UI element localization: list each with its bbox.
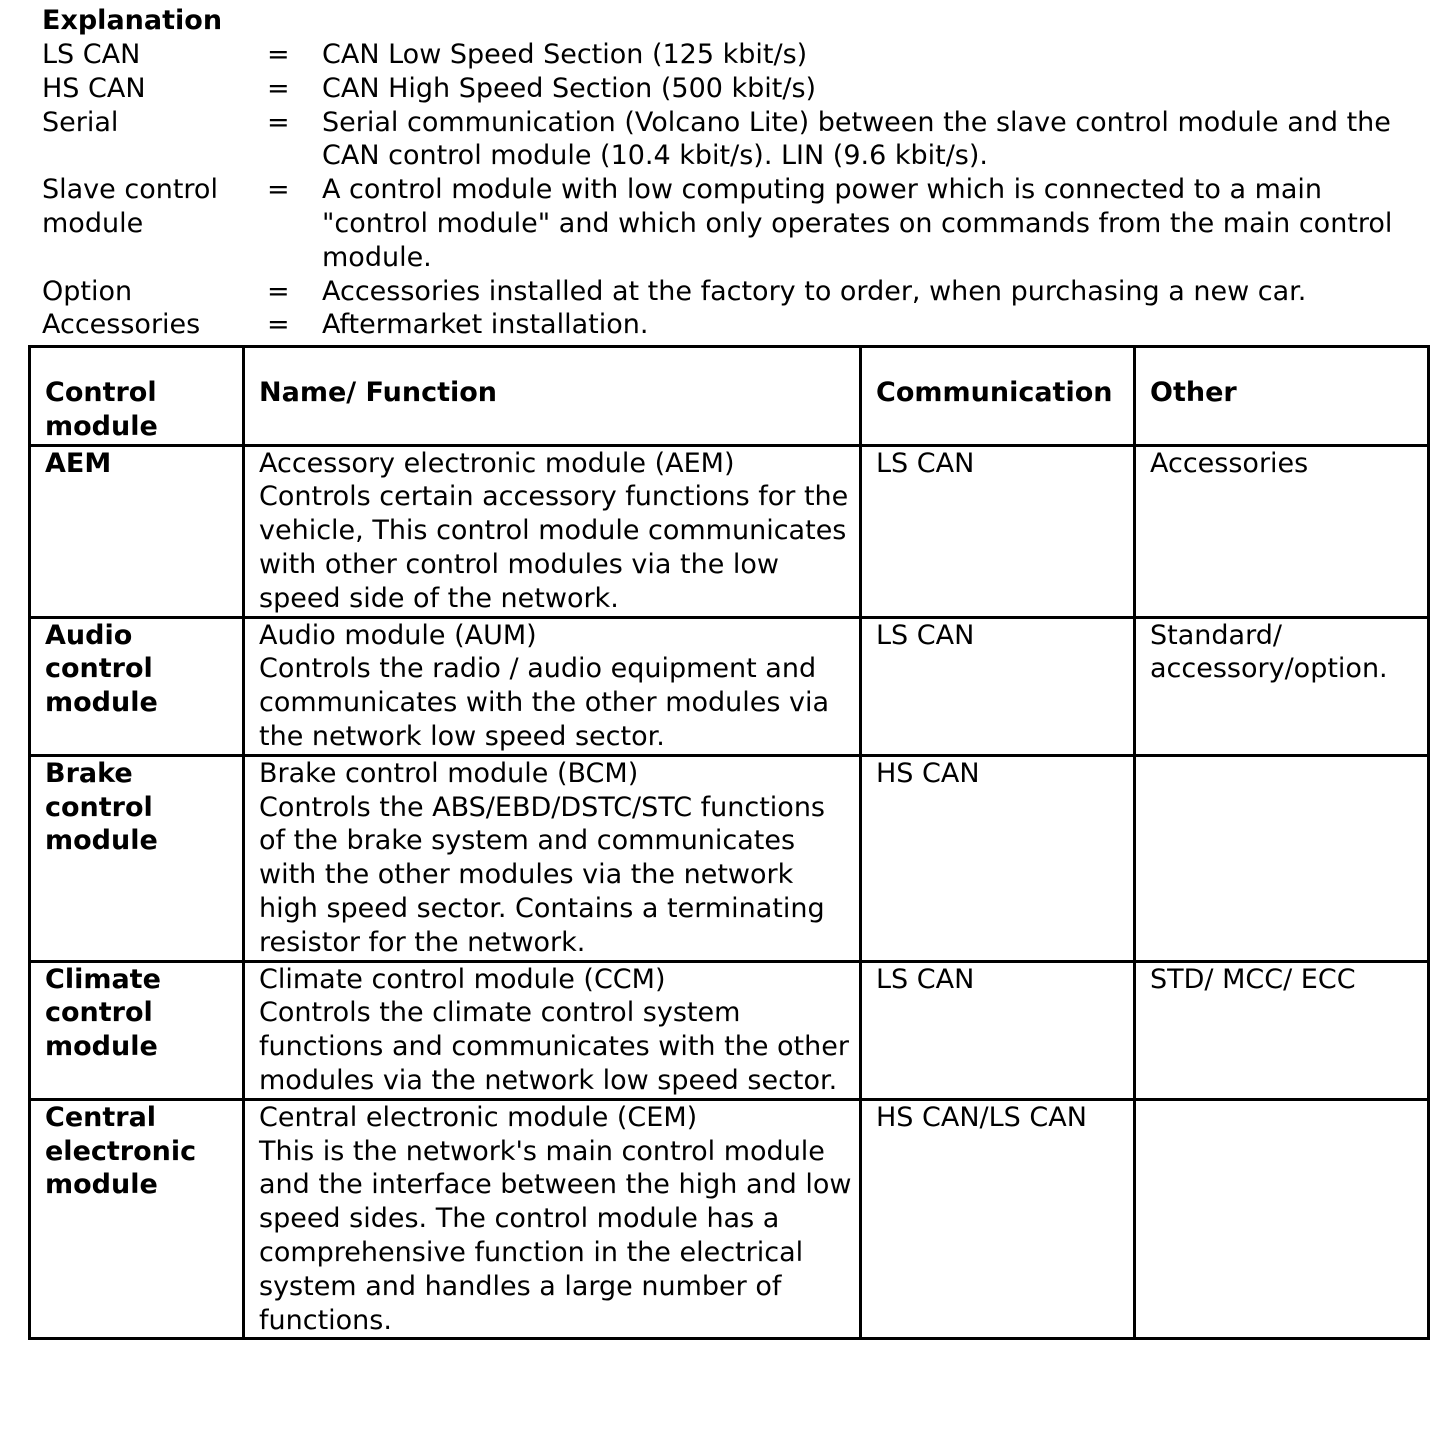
header-communication: Communication [861, 347, 1135, 446]
explanation-term: HS CAN [42, 72, 146, 104]
module-cell: Climate control module [30, 961, 244, 1099]
explanation-definition: A control module with low computing power which is connected to a main "control module" and which only operates on commands from the main control module. [322, 174, 1393, 273]
explanation-entry [42, 72, 1432, 106]
name-function-cell [244, 1099, 861, 1339]
module-cell: Brake control module [30, 755, 244, 961]
explanation-entry [42, 275, 1432, 309]
name-function-cell [244, 617, 861, 755]
explanation-section [42, 4, 1432, 342]
header-name-function: Name/ Function [244, 347, 861, 446]
explanation-term: Option [42, 275, 133, 307]
explanation-equals: = [267, 174, 290, 206]
explanation-equals: = [267, 275, 290, 307]
name-function-cell [244, 755, 861, 961]
module-name: Central electronic module (CEM) [259, 1101, 698, 1133]
module-function: Controls certain accessory functions for the vehicle, This control module communicates with other control modules via the low speed side of the network. [259, 481, 849, 614]
table-row [30, 755, 1429, 961]
module-name: Climate control module (CCM) [259, 963, 666, 995]
table-row [30, 961, 1429, 1099]
explanation-term: Accessories [42, 309, 201, 341]
explanation-equals: = [267, 39, 290, 70]
other-cell: Accessories [1135, 445, 1429, 617]
module-cell: Central electronic module [30, 1099, 244, 1339]
other-cell: STD/ MCC/ ECC [1135, 961, 1429, 1099]
explanation-definition: CAN Low Speed Section (125 kbit/s) [322, 39, 808, 70]
explanation-term: Serial [42, 106, 119, 138]
module-name: Accessory electronic module (AEM) [259, 447, 735, 479]
module-function: Controls the climate control system functions and communicates with the other modules via the network low speed sector. [259, 997, 849, 1096]
other-cell [1135, 755, 1429, 961]
explanation-definition: Serial communication (Volcano Lite) between the slave control module and the CAN control module (10.4 kbit/s). LIN (9.6 kbit/s). [322, 106, 1391, 172]
module-function: Controls the ABS/EBD/DSTC/STC functions of the brake system and communicates with the other modules via the network high speed sector. Contains a terminating resistor for the network. [259, 791, 825, 958]
control-module-table [28, 345, 1430, 1340]
module-name: Brake control module (BCM) [259, 757, 639, 789]
explanation-equals: = [267, 72, 290, 104]
name-function-cell [244, 961, 861, 1099]
module-function: This is the network's main control module and the interface between the high and low speed sides. The control module has a comprehensive function in the electrical system and handles a large number of functions. [259, 1135, 852, 1336]
module-name: Audio module (AUM) [259, 619, 537, 651]
explanation-equals: = [267, 106, 290, 138]
explanation-definition: CAN High Speed Section (500 kbit/s) [322, 72, 817, 104]
communication-cell: LS CAN [861, 445, 1135, 617]
explanation-term: Slave control module [42, 174, 218, 239]
module-function: Controls the radio / audio equipment and communicates with the other modules via the network low speed sector. [259, 653, 830, 752]
table-row [30, 1099, 1429, 1339]
table-row [30, 617, 1429, 755]
explanation-definition: Aftermarket installation. [322, 309, 649, 341]
explanation-entry [42, 38, 1432, 72]
explanation-term: LS CAN [42, 39, 141, 70]
table-row [30, 445, 1429, 617]
other-cell [1135, 1099, 1429, 1339]
header-control-module: Control module [30, 347, 244, 446]
explanation-definition: Accessories installed at the factory to order, when purchasing a new car. [322, 275, 1307, 307]
communication-cell: LS CAN [861, 617, 1135, 755]
table-header-row [30, 347, 1429, 446]
explanation-entry [42, 173, 1432, 274]
communication-cell: HS CAN/LS CAN [861, 1099, 1135, 1339]
explanation-entry [42, 308, 1432, 342]
communication-cell: LS CAN [861, 961, 1135, 1099]
header-other: Other [1135, 347, 1429, 446]
module-cell: Audio control module [30, 617, 244, 755]
explanation-entry [42, 106, 1432, 174]
name-function-cell [244, 445, 861, 617]
explanation-equals: = [267, 309, 290, 341]
other-cell: Standard/ accessory/option. [1135, 617, 1429, 755]
module-cell: AEM [30, 445, 244, 617]
explanation-title: Explanation [42, 5, 223, 36]
communication-cell: HS CAN [861, 755, 1135, 961]
